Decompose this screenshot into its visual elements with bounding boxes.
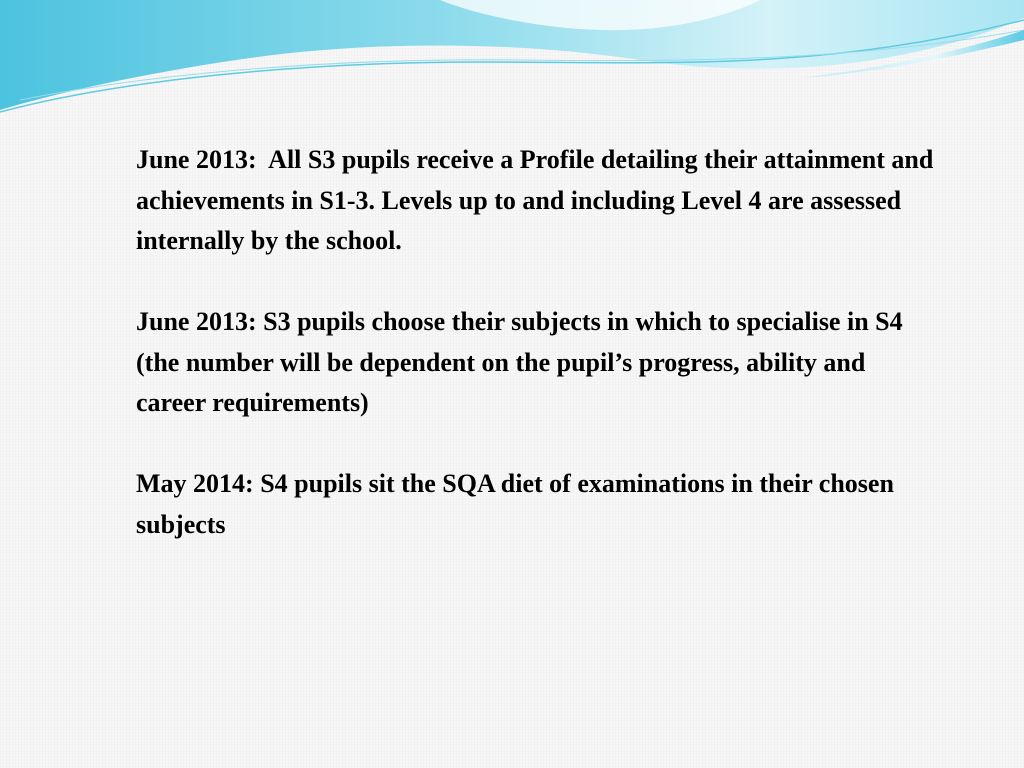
paragraph-may-2014-exams: May 2014: S4 pupils sit the SQA diet of examinations in their chosen subjects [136, 469, 894, 539]
slide-body [136, 140, 936, 586]
paragraph-june-2013-subjects: June 2013: S3 pupils choose their subjects in which to specialise in S4 (the number will be dependent on the pupil’s progress, ability and career requirements) [136, 307, 903, 417]
paragraph-june-2013-profile: June 2013: All S3 pupils receive a Profile detailing their attainment and achievements in S1-3. Levels up to and including Level 4 are assessed internally by the school. [136, 145, 934, 255]
header-wave-decoration [0, 0, 1024, 130]
